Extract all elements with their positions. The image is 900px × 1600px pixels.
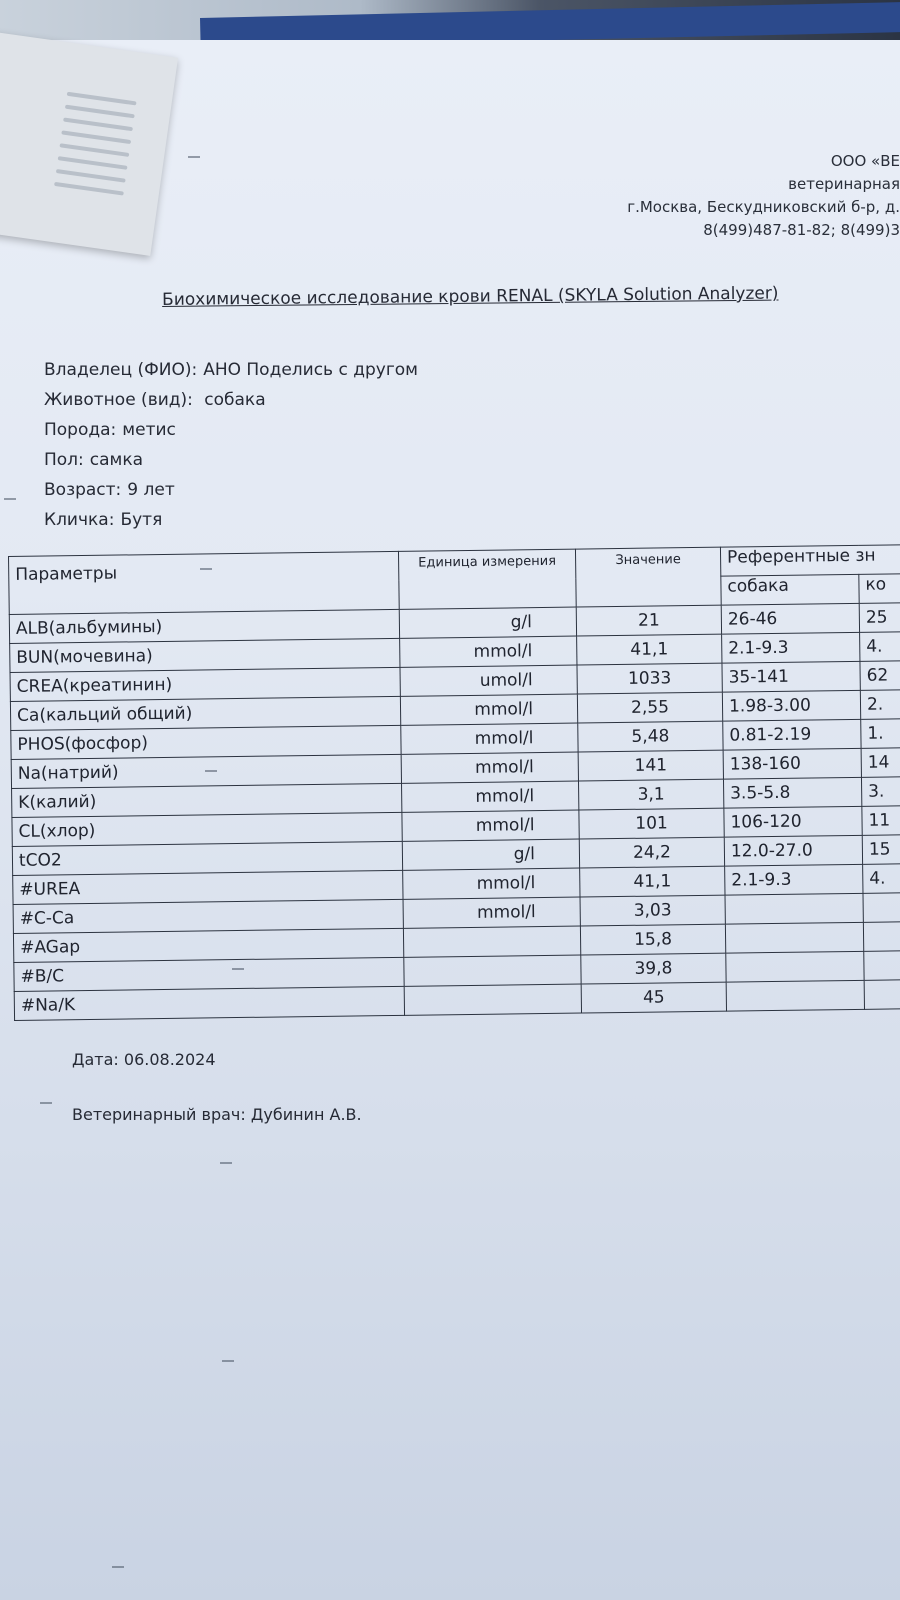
unit-cell: umol/l	[400, 665, 577, 696]
param-cell: CREA(креатинин)	[10, 667, 400, 701]
ref-dog-cell	[725, 922, 863, 953]
value-cell: 41,1	[580, 866, 725, 897]
species-value: собака	[198, 390, 266, 410]
header-unit: Единица измерения	[398, 549, 576, 609]
value-cell: 1033	[577, 663, 722, 694]
table-body	[9, 603, 900, 1021]
value-cell: 3,03	[580, 895, 725, 926]
header-param: Параметры	[9, 551, 400, 614]
ref-cat-cell: 11	[862, 806, 900, 836]
ref-cat-cell: 15	[862, 835, 900, 865]
sex-value: самка	[89, 450, 144, 470]
param-cell: #AGap	[13, 928, 403, 962]
ref-dog-cell: 138-160	[723, 748, 861, 779]
ref-dog-cell	[726, 951, 864, 982]
param-cell: #UREA	[13, 870, 403, 904]
ref-dog-cell: 3.5-5.8	[723, 777, 861, 808]
unit-cell: mmol/l	[402, 781, 579, 812]
unit-cell: g/l	[399, 607, 576, 638]
clinic-phones: 8(499)487-81-82; 8(499)3	[703, 221, 900, 239]
owner-value: АНО Поделись с другом	[203, 360, 418, 380]
ref-cat-cell	[863, 922, 900, 952]
age-label: Возраст:	[44, 480, 122, 500]
ref-cat-cell	[864, 951, 900, 981]
paper-scrap	[0, 30, 178, 256]
ref-cat-cell	[863, 893, 900, 923]
name-row	[44, 505, 418, 535]
unit-cell	[403, 926, 580, 957]
results-table	[8, 544, 900, 1021]
header-ref-dog: собака	[721, 574, 859, 605]
sex-row	[44, 445, 418, 475]
value-cell: 2,55	[577, 692, 722, 723]
doctor-signature-line: Ветеринарный врач: Дубинин А.В.	[72, 1105, 362, 1124]
value-cell: 39,8	[581, 953, 726, 984]
ref-dog-cell: 0.81-2.19	[723, 719, 861, 750]
unit-cell: mmol/l	[403, 868, 580, 899]
unit-cell: mmol/l	[400, 694, 577, 725]
value-cell: 41,1	[577, 634, 722, 665]
ref-cat-cell: 4.	[860, 632, 900, 662]
unit-cell: mmol/l	[401, 723, 578, 754]
breed-value: метис	[122, 420, 176, 440]
ref-cat-cell: 1.	[861, 719, 900, 749]
value-cell: 5,48	[578, 721, 723, 752]
age-row	[44, 475, 418, 505]
ref-dog-cell: 2.1-9.3	[722, 632, 860, 663]
age-value: 9 лет	[127, 480, 175, 500]
species-row	[44, 385, 418, 415]
owner-label: Владелец (ФИО):	[44, 360, 198, 380]
param-cell: #Na/K	[14, 986, 404, 1020]
ref-dog-cell	[725, 893, 863, 924]
ref-dog-cell: 26-46	[721, 603, 859, 634]
ref-dog-cell: 12.0-27.0	[724, 835, 862, 866]
ref-dog-cell: 35-141	[722, 661, 860, 692]
ref-cat-cell	[864, 980, 900, 1010]
ref-cat-cell: 62	[860, 661, 900, 691]
value-cell: 24,2	[579, 837, 724, 868]
param-cell: BUN(мочевина)	[10, 638, 400, 672]
document-title: Биохимическое исследование крови RENAL (SKYLA Solution Analyzer)	[162, 283, 779, 310]
value-cell: 21	[576, 605, 721, 636]
clinic-type: ветеринарная	[788, 175, 900, 193]
param-cell: tCO2	[12, 841, 402, 875]
unit-cell: mmol/l	[403, 897, 580, 928]
name-label: Кличка:	[44, 510, 115, 530]
unit-cell: mmol/l	[402, 810, 579, 841]
value-cell: 45	[581, 982, 726, 1013]
param-cell: Ca(кальций общий)	[10, 696, 400, 730]
name-value: Бутя	[120, 510, 163, 530]
results-table-wrap	[8, 544, 900, 1021]
scrap-text-lines	[53, 83, 138, 205]
report-date: Дата: 06.08.2024	[72, 1050, 216, 1069]
ref-dog-cell: 1.98-3.00	[722, 690, 860, 721]
clinic-address: г.Москва, Бескудниковский б-р, д.	[627, 198, 900, 216]
ref-cat-cell: 3.	[861, 777, 900, 807]
ref-dog-cell	[726, 980, 864, 1011]
param-cell: CL(хлор)	[12, 812, 402, 846]
unit-cell: g/l	[402, 839, 579, 870]
header-reference: Референтные зн	[720, 545, 900, 577]
unit-cell	[404, 955, 581, 986]
patient-info	[44, 355, 418, 535]
param-cell: #B/C	[14, 957, 404, 991]
value-cell: 101	[579, 808, 724, 839]
param-cell: Na(натрий)	[11, 754, 401, 788]
value-cell: 15,8	[580, 924, 725, 955]
unit-cell: mmol/l	[400, 636, 577, 667]
letterhead	[540, 150, 900, 242]
ref-cat-cell: 14	[861, 748, 900, 778]
ref-cat-cell: 2.	[860, 690, 900, 720]
breed-row	[44, 415, 418, 445]
ref-dog-cell: 2.1-9.3	[725, 864, 863, 895]
species-label: Животное (вид):	[44, 390, 193, 410]
unit-cell	[404, 984, 581, 1015]
org-name: ООО «ВЕ	[830, 152, 900, 170]
breed-label: Порода:	[44, 420, 117, 440]
param-cell: PHOS(фосфор)	[11, 725, 401, 759]
value-cell: 141	[578, 750, 723, 781]
sex-label: Пол:	[44, 450, 84, 470]
unit-cell: mmol/l	[401, 752, 578, 783]
header-ref-cat: ко	[859, 574, 900, 604]
ref-cat-cell: 25	[859, 603, 900, 633]
param-cell: K(калий)	[12, 783, 402, 817]
ref-dog-cell: 106-120	[724, 806, 862, 837]
value-cell: 3,1	[578, 779, 723, 810]
param-cell: ALB(альбумины)	[9, 609, 399, 643]
param-cell: #C-Ca	[13, 899, 403, 933]
owner-row	[44, 355, 418, 385]
ref-cat-cell: 4.	[863, 864, 900, 894]
header-value: Значение	[575, 547, 721, 607]
